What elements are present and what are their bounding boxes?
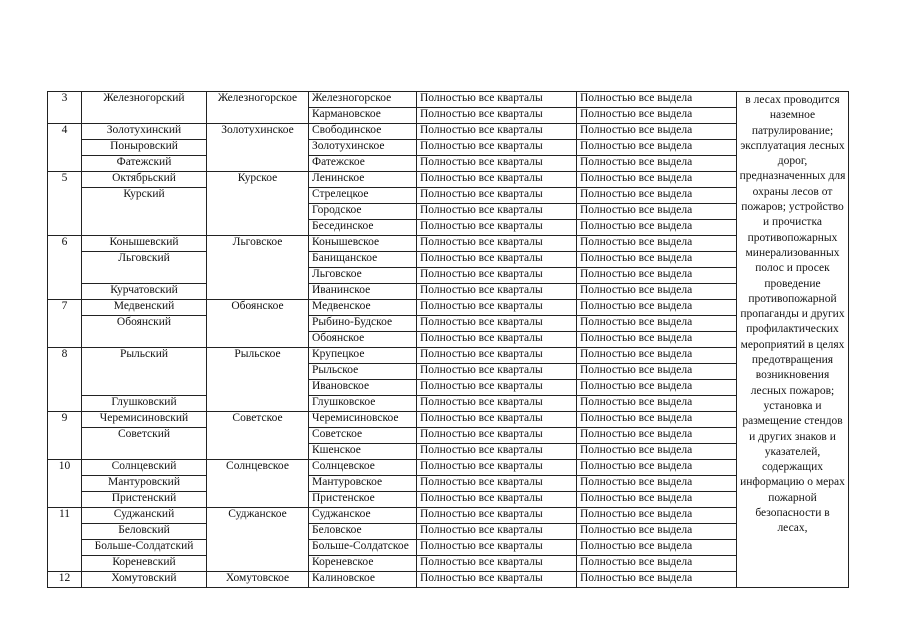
allotments-cell: Полностью все выдела: [577, 508, 737, 524]
forestry-cell: Курское: [207, 172, 309, 188]
table-row: [48, 396, 849, 412]
district-cell: Поныровский: [82, 140, 207, 156]
quarters-cell: Полностью все кварталы: [417, 428, 577, 444]
allotments-cell: Полностью все выдела: [577, 412, 737, 428]
section-cell: Глушковское: [309, 396, 417, 412]
row-number: [48, 204, 82, 220]
row-number: [48, 524, 82, 540]
district-cell: Конышевский: [82, 236, 207, 252]
table-row: [48, 188, 849, 204]
forestry-cell: [207, 252, 309, 268]
quarters-cell: Полностью все кварталы: [417, 492, 577, 508]
forestry-cell: Советское: [207, 412, 309, 428]
district-cell: [82, 444, 207, 460]
section-cell: Золотухинское: [309, 140, 417, 156]
section-cell: Черемисиновское: [309, 412, 417, 428]
section-cell: Банищанское: [309, 252, 417, 268]
forestry-cell: [207, 540, 309, 556]
district-cell: Октябрьский: [82, 172, 207, 188]
forestry-cell: [207, 284, 309, 300]
row-number: [48, 140, 82, 156]
section-cell: Обоянское: [309, 332, 417, 348]
quarters-cell: Полностью все кварталы: [417, 348, 577, 364]
table-row: [48, 252, 849, 268]
section-cell: Рыбино-Будское: [309, 316, 417, 332]
district-cell: Золотухинский: [82, 124, 207, 140]
allotments-cell: Полностью все выдела: [577, 300, 737, 316]
section-cell: Крупецкое: [309, 348, 417, 364]
forestry-cell: [207, 188, 309, 204]
district-cell: Больше-Солдатский: [82, 540, 207, 556]
forestry-cell: [207, 476, 309, 492]
forestry-cell: Рыльское: [207, 348, 309, 364]
allotments-cell: Полностью все выдела: [577, 268, 737, 284]
allotments-cell: Полностью все выдела: [577, 364, 737, 380]
row-number: [48, 492, 82, 508]
forestry-cell: [207, 108, 309, 124]
district-cell: Кореневский: [82, 556, 207, 572]
table-row: [48, 540, 849, 556]
quarters-cell: Полностью все кварталы: [417, 252, 577, 268]
allotments-cell: Полностью все выдела: [577, 172, 737, 188]
district-cell: Мантуровский: [82, 476, 207, 492]
district-cell: Хомутовский: [82, 572, 207, 588]
row-number: [48, 364, 82, 380]
forestry-cell: [207, 140, 309, 156]
district-cell: Медвенский: [82, 300, 207, 316]
forestry-cell: [207, 444, 309, 460]
quarters-cell: Полностью все кварталы: [417, 556, 577, 572]
section-cell: Железногорское: [309, 92, 417, 108]
forestry-cell: [207, 332, 309, 348]
quarters-cell: Полностью все кварталы: [417, 156, 577, 172]
allotments-cell: Полностью все выдела: [577, 380, 737, 396]
quarters-cell: Полностью все кварталы: [417, 508, 577, 524]
forestry-cell: Хомутовское: [207, 572, 309, 588]
table-row: [48, 476, 849, 492]
quarters-cell: Полностью все кварталы: [417, 380, 577, 396]
row-number: 10: [48, 460, 82, 476]
district-cell: [82, 268, 207, 284]
table-row: [48, 492, 849, 508]
section-cell: Конышевское: [309, 236, 417, 252]
table-row: [48, 364, 849, 380]
row-number: [48, 284, 82, 300]
allotments-cell: Полностью все выдела: [577, 204, 737, 220]
forestry-cell: [207, 220, 309, 236]
section-cell: Городское: [309, 204, 417, 220]
table-row: [48, 268, 849, 284]
table-row: [48, 204, 849, 220]
district-cell: Рыльский: [82, 348, 207, 364]
district-cell: Курчатовский: [82, 284, 207, 300]
district-cell: Черемисиновский: [82, 412, 207, 428]
row-number: [48, 476, 82, 492]
allotments-cell: Полностью все выдела: [577, 572, 737, 588]
allotments-cell: Полностью все выдела: [577, 236, 737, 252]
quarters-cell: Полностью все кварталы: [417, 236, 577, 252]
row-number: 5: [48, 172, 82, 188]
allotments-cell: Полностью все выдела: [577, 316, 737, 332]
table-row: [48, 572, 849, 588]
district-cell: [82, 220, 207, 236]
section-cell: Свободинское: [309, 124, 417, 140]
district-cell: Льговский: [82, 252, 207, 268]
table-row: [48, 556, 849, 572]
row-number: [48, 396, 82, 412]
table-row: [48, 348, 849, 364]
section-cell: Иванинское: [309, 284, 417, 300]
section-cell: Кореневское: [309, 556, 417, 572]
row-number: [48, 540, 82, 556]
quarters-cell: Полностью все кварталы: [417, 220, 577, 236]
district-cell: Обоянский: [82, 316, 207, 332]
section-cell: Фатежское: [309, 156, 417, 172]
table-row: [48, 124, 849, 140]
allotments-cell: Полностью все выдела: [577, 460, 737, 476]
quarters-cell: Полностью все кварталы: [417, 140, 577, 156]
district-cell: [82, 332, 207, 348]
allotments-cell: Полностью все выдела: [577, 332, 737, 348]
allotments-cell: Полностью все выдела: [577, 92, 737, 108]
forestry-cell: [207, 556, 309, 572]
forestry-cell: [207, 204, 309, 220]
allotments-cell: Полностью все выдела: [577, 428, 737, 444]
section-cell: Льговское: [309, 268, 417, 284]
quarters-cell: Полностью все кварталы: [417, 412, 577, 428]
quarters-cell: Полностью все кварталы: [417, 444, 577, 460]
table-row: [48, 108, 849, 124]
forestry-cell: Льговское: [207, 236, 309, 252]
table-row: [48, 316, 849, 332]
quarters-cell: Полностью все кварталы: [417, 204, 577, 220]
district-cell: Солнцевский: [82, 460, 207, 476]
row-number: [48, 332, 82, 348]
forestry-cell: [207, 380, 309, 396]
section-cell: Кармановское: [309, 108, 417, 124]
row-number: 9: [48, 412, 82, 428]
forestry-cell: [207, 524, 309, 540]
forestry-cell: Обоянское: [207, 300, 309, 316]
allotments-cell: Полностью все выдела: [577, 140, 737, 156]
section-cell: Медвенское: [309, 300, 417, 316]
row-number: 7: [48, 300, 82, 316]
table-row: [48, 140, 849, 156]
table-row: [48, 156, 849, 172]
allotments-cell: Полностью все выдела: [577, 444, 737, 460]
row-number: [48, 316, 82, 332]
district-cell: Пристенский: [82, 492, 207, 508]
row-number: 12: [48, 572, 82, 588]
district-cell: Железногорский: [82, 92, 207, 108]
quarters-cell: Полностью все кварталы: [417, 172, 577, 188]
section-cell: Калиновское: [309, 572, 417, 588]
quarters-cell: Полностью все кварталы: [417, 284, 577, 300]
row-number: [48, 156, 82, 172]
forestry-cell: [207, 492, 309, 508]
table-row: [48, 300, 849, 316]
section-cell: Кшенское: [309, 444, 417, 460]
table-row: [48, 220, 849, 236]
row-number: 3: [48, 92, 82, 108]
quarters-cell: Полностью все кварталы: [417, 476, 577, 492]
allotments-cell: Полностью все выдела: [577, 108, 737, 124]
section-cell: Ивановское: [309, 380, 417, 396]
allotments-cell: Полностью все выдела: [577, 284, 737, 300]
quarters-cell: Полностью все кварталы: [417, 124, 577, 140]
row-number: [48, 188, 82, 204]
table-row: [48, 428, 849, 444]
table-row: [48, 524, 849, 540]
forestry-cell: [207, 156, 309, 172]
allotments-cell: Полностью все выдела: [577, 524, 737, 540]
table-row: [48, 284, 849, 300]
allotments-cell: Полностью все выдела: [577, 220, 737, 236]
forestry-cell: Солнцевское: [207, 460, 309, 476]
district-cell: Суджанский: [82, 508, 207, 524]
row-number: [48, 220, 82, 236]
table-row: [48, 508, 849, 524]
quarters-cell: Полностью все кварталы: [417, 572, 577, 588]
quarters-cell: Полностью все кварталы: [417, 524, 577, 540]
district-cell: [82, 364, 207, 380]
table-row: [48, 460, 849, 476]
row-number: [48, 428, 82, 444]
row-number: 6: [48, 236, 82, 252]
allotments-cell: Полностью все выдела: [577, 156, 737, 172]
section-cell: Пристенское: [309, 492, 417, 508]
allotments-cell: Полностью все выдела: [577, 124, 737, 140]
table-row: [48, 92, 849, 108]
quarters-cell: Полностью все кварталы: [417, 460, 577, 476]
section-cell: Рыльское: [309, 364, 417, 380]
allotments-cell: Полностью все выдела: [577, 540, 737, 556]
table-row: [48, 172, 849, 188]
allotments-cell: Полностью все выдела: [577, 188, 737, 204]
table-row: [48, 332, 849, 348]
allotments-cell: Полностью все выдела: [577, 348, 737, 364]
quarters-cell: Полностью все кварталы: [417, 316, 577, 332]
forestry-cell: [207, 316, 309, 332]
district-cell: [82, 108, 207, 124]
measures-note: в лесах проводится наземное патрулирование; эксплуатация лесных дорог, предназначенных для охраны лесов от пожаров; устройство и прочистка противопожарных минерализованных полос и просек проведение противопожарной пропаганды и других профилактических мероприятий в целях предотвращения возникновения лесных пожаров; установка и размещение стендов и других знаков и указателей, содержащих информацию о мерах пожарной безопасности в лесах,: [737, 92, 849, 588]
row-number: 4: [48, 124, 82, 140]
quarters-cell: Полностью все кварталы: [417, 108, 577, 124]
allotments-cell: Полностью все выдела: [577, 396, 737, 412]
row-number: [48, 556, 82, 572]
forestry-table: [47, 91, 849, 588]
quarters-cell: Полностью все кварталы: [417, 300, 577, 316]
forestry-cell: Суджанское: [207, 508, 309, 524]
forestry-cell: [207, 396, 309, 412]
table-row: [48, 380, 849, 396]
district-cell: [82, 204, 207, 220]
section-cell: Стрелецкое: [309, 188, 417, 204]
row-number: 8: [48, 348, 82, 364]
forestry-cell: [207, 364, 309, 380]
district-cell: Фатежский: [82, 156, 207, 172]
allotments-cell: Полностью все выдела: [577, 476, 737, 492]
district-cell: Курский: [82, 188, 207, 204]
section-cell: Суджанское: [309, 508, 417, 524]
section-cell: Беловское: [309, 524, 417, 540]
section-cell: Мантуровское: [309, 476, 417, 492]
quarters-cell: Полностью все кварталы: [417, 540, 577, 556]
quarters-cell: Полностью все кварталы: [417, 332, 577, 348]
forestry-cell: Железногорское: [207, 92, 309, 108]
section-cell: Советское: [309, 428, 417, 444]
quarters-cell: Полностью все кварталы: [417, 268, 577, 284]
quarters-cell: Полностью все кварталы: [417, 92, 577, 108]
row-number: 11: [48, 508, 82, 524]
row-number: [48, 444, 82, 460]
section-cell: Ленинское: [309, 172, 417, 188]
section-cell: Солнцевское: [309, 460, 417, 476]
table-row: [48, 236, 849, 252]
forestry-cell: Золотухинское: [207, 124, 309, 140]
section-cell: Больше-Солдатское: [309, 540, 417, 556]
district-cell: Беловский: [82, 524, 207, 540]
quarters-cell: Полностью все кварталы: [417, 364, 577, 380]
table-body: [48, 92, 849, 588]
row-number: [48, 268, 82, 284]
row-number: [48, 380, 82, 396]
row-number: [48, 108, 82, 124]
forestry-cell: [207, 428, 309, 444]
district-cell: Советский: [82, 428, 207, 444]
table-row: [48, 444, 849, 460]
table-row: [48, 412, 849, 428]
quarters-cell: Полностью все кварталы: [417, 188, 577, 204]
allotments-cell: Полностью все выдела: [577, 492, 737, 508]
forestry-cell: [207, 268, 309, 284]
row-number: [48, 252, 82, 268]
quarters-cell: Полностью все кварталы: [417, 396, 577, 412]
district-cell: Глушковский: [82, 396, 207, 412]
allotments-cell: Полностью все выдела: [577, 556, 737, 572]
section-cell: Бесединское: [309, 220, 417, 236]
allotments-cell: Полностью все выдела: [577, 252, 737, 268]
district-cell: [82, 380, 207, 396]
